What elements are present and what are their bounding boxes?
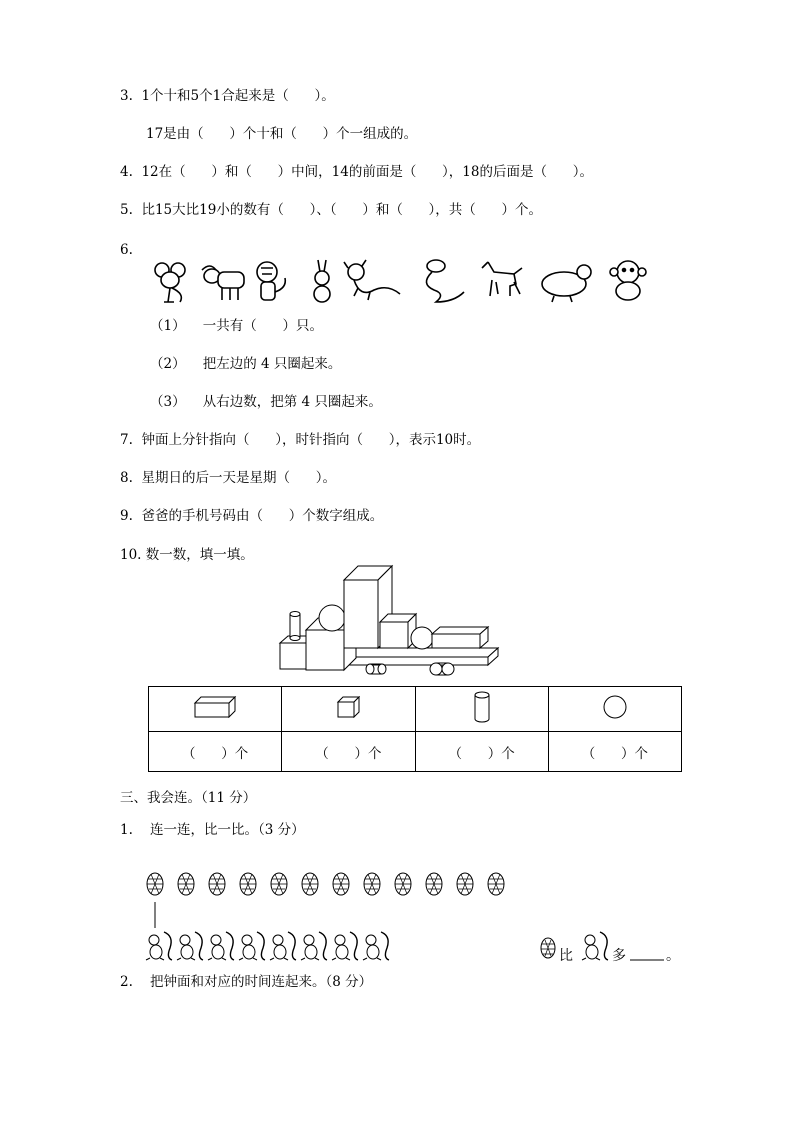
pinecone-icon (271, 873, 287, 895)
question-9: 9. 爸爸的手机号码由（ ）个数字组成。 (120, 508, 384, 524)
question-6: 6. (120, 242, 133, 258)
pinecone-icon (178, 873, 194, 895)
pinecone-icon (209, 873, 225, 895)
tiger-icon (257, 262, 285, 300)
cylinder-header-cell (415, 687, 548, 732)
squirrel-icon (177, 932, 203, 960)
pinecone-icon (488, 873, 504, 895)
question-6-2: （2） 把左边的 4 只圈起来。 (150, 356, 342, 372)
sheep-icon (542, 265, 591, 302)
compare-text-duo: 多 (612, 948, 626, 964)
cube-count-cell[interactable]: （ ）个 (282, 732, 415, 772)
pinecone-icon (426, 873, 442, 895)
compare-squirrel-icon (582, 932, 608, 960)
squirrel-icon (301, 932, 327, 960)
pinecone-icon (302, 873, 318, 895)
snake-icon (426, 260, 464, 302)
cuboid-header-cell (149, 687, 282, 732)
question-3b: 17是由（ ）个十和（ ）个一组成的。 (146, 126, 418, 142)
ox-icon (202, 266, 244, 300)
pinecone-icon (395, 873, 411, 895)
pinecone-icon (333, 873, 349, 895)
question-10: 10. 数一数，填一填。 (120, 547, 254, 563)
zodiac-animals-row (150, 258, 650, 308)
question-4: 4. 12在（ ）和（ ）中间，14的前面是（ ），18的后面是（ ）。 (120, 164, 593, 180)
stacked-solids-figure (278, 560, 508, 680)
pinecone-squirrel-comparison (140, 866, 680, 970)
shape-count-table (148, 686, 682, 772)
question-6-3: （3） 从右边数，把第 4 只圈起来。 (150, 394, 382, 410)
sphere-count-cell[interactable]: （ ）个 (548, 732, 681, 772)
squirrel-icon (332, 932, 358, 960)
pinecone-icon (147, 873, 163, 895)
sphere-header-cell (548, 687, 681, 732)
cube-icon (336, 696, 360, 718)
pinecone-icon (240, 873, 256, 895)
squirrel-icon (239, 932, 265, 960)
mouse-icon (155, 263, 185, 302)
question-3a: 3. 1个十和5个1合起来是（ ）。 (120, 88, 335, 104)
squirrel-icon (363, 932, 389, 960)
dragon-icon (344, 260, 400, 300)
squirrel-icon (270, 932, 296, 960)
pinecone-icon (457, 873, 473, 895)
cuboid-icon (193, 696, 237, 718)
section-3-question-2: 2. 把钟面和对应的时间连起来。（8 分） (120, 974, 373, 990)
question-7: 7. 钟面上分针指向（ ），时针指向（ ），表示10时。 (120, 432, 481, 448)
cube-header-cell (282, 687, 415, 732)
cylinder-count-cell[interactable]: （ ）个 (415, 732, 548, 772)
compare-end-mark: 。 (666, 948, 680, 964)
question-8: 8. 星期日的后一天是星期（ ）。 (120, 470, 336, 486)
monkey-icon (610, 261, 646, 300)
cylinder-icon (472, 691, 492, 723)
sphere-icon (602, 694, 628, 720)
question-5: 5. 比15大比19小的数有（ ）、（ ）和（ ），共（ ）个。 (120, 202, 543, 218)
rabbit-icon (314, 260, 330, 302)
cuboid-count-cell[interactable]: （ ）个 (149, 732, 282, 772)
squirrel-icon (146, 932, 172, 960)
question-6-1: （1） 一共有（ ）只。 (150, 318, 324, 334)
compare-text-bi: 比 (559, 948, 573, 964)
section-3-question-1: 1. 连一连，比一比。（3 分） (120, 822, 305, 838)
section-3-title: 三、我会连。（11 分） (120, 790, 257, 806)
squirrel-icon (208, 932, 234, 960)
compare-pinecone-icon (541, 938, 555, 958)
horse-icon (482, 262, 522, 296)
pinecone-icon (364, 873, 380, 895)
